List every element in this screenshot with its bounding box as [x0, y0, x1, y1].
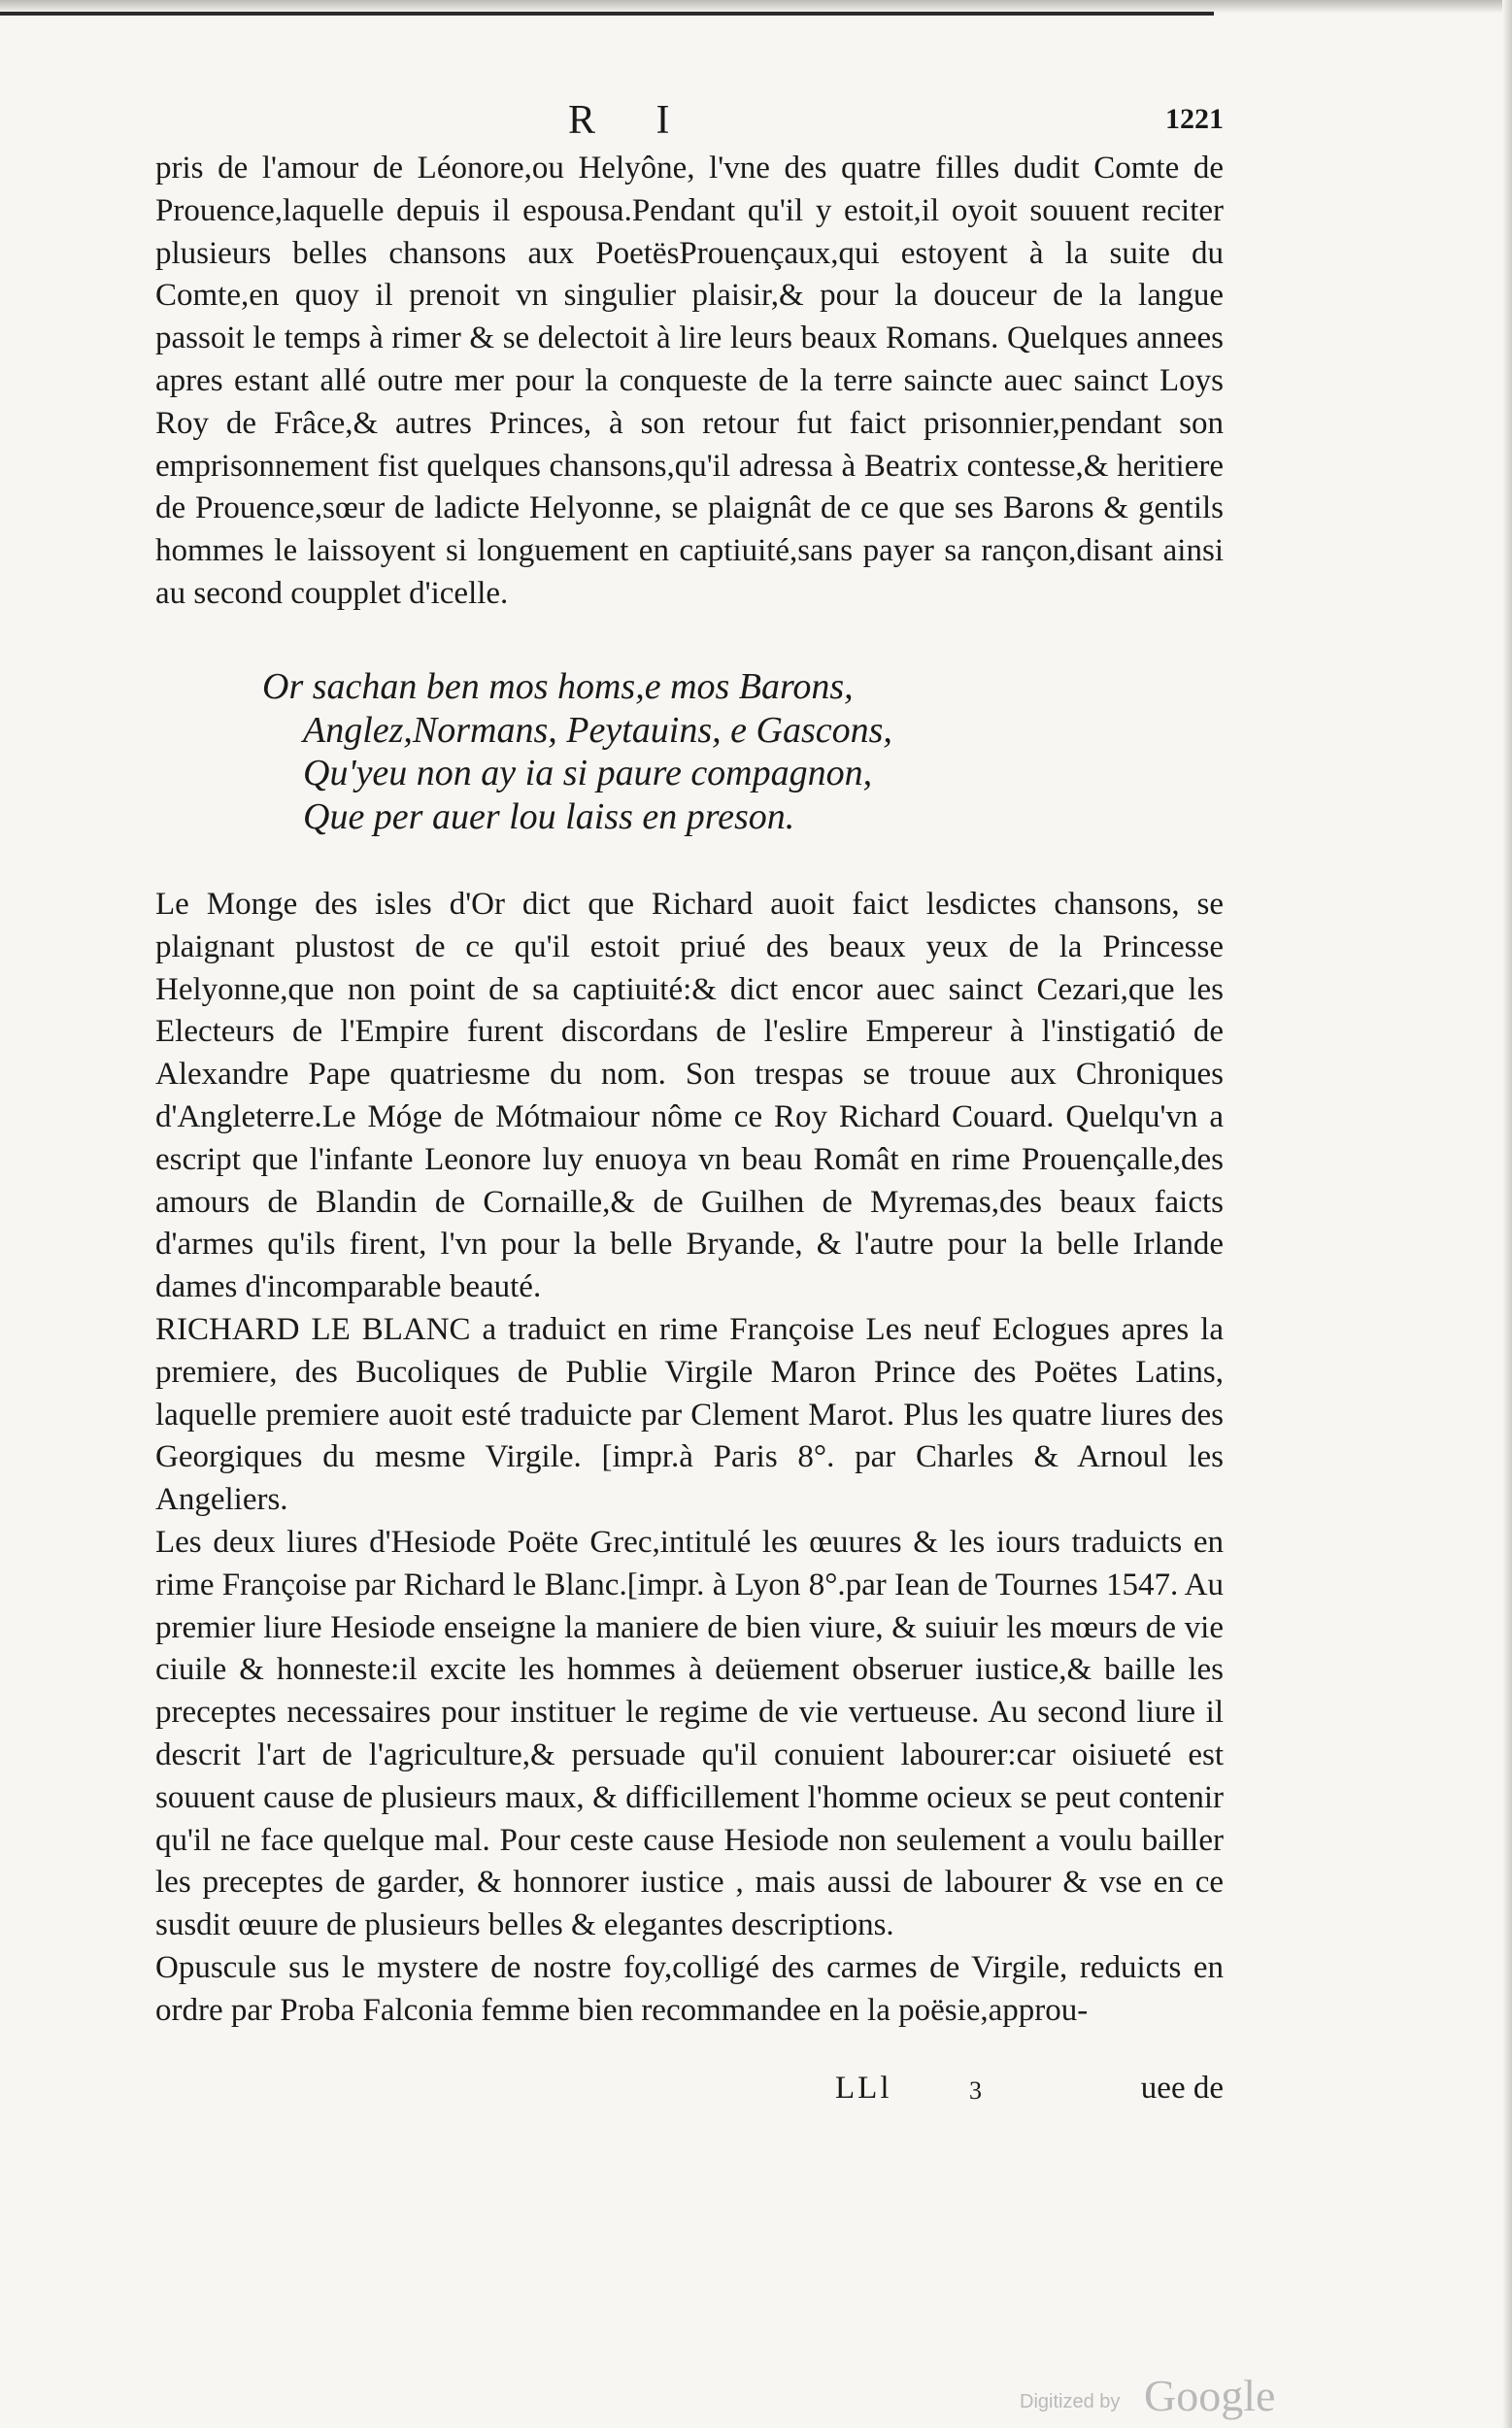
page-right-edge: [1502, 0, 1512, 2428]
folio-number: 1221: [1165, 103, 1224, 135]
paragraph-opuscule: Opuscule sus le mystere de nostre foy,colligé des carmes de Virgile, reduicts en ordre par Proba Falconia femme bien recommandee en la poësie,approu-: [155, 1949, 1224, 2028]
signature-number: 3: [969, 2076, 982, 2105]
signature-mark: LLl: [835, 2071, 892, 2106]
verse-line: Or sachan ben mos homs,e mos Barons,: [262, 666, 854, 707]
verse-line: Que per auer lou laiss en preson.: [303, 795, 795, 837]
page-footer: [835, 2071, 1224, 2119]
verse-line: Qu'yeu non ay ia si paure compagnon,: [303, 753, 873, 793]
page-header: [155, 97, 1224, 146]
verse-line: Anglez,Normans, Peytauins, e Gascons,: [303, 709, 892, 751]
paragraph-monge-des-isles: Le Monge des isles d'Or dict que Richard auoit faict lesdictes chansons, se plaignant plustost de ce qu'il estoit priué des beaux yeux de la Princesse Helyonne,que non point de sa captiuité:& dict encor auec sainct Cezari,que les Electeurs de l'Empire furent discordans de l'eslire Empereur à l'instigatió de Alexandre Pape quatriesme du nom. Son trespas se trouue aux Chroniques d'Angleterre.Le Móge de Mótmaiour nôme ce Roy Richard Couard. Quelqu'vn a escript que l'infante Leonore luy enuoya vn beau Romât en rime Prouençalle,des amours de Blandin de Cornaille,& de Guilhen de Myremas,des beaux faicts d'armes qu'ils firent, l'vn pour la belle Bryande, & l'autre pour la belle Irlande dames d'incomparable beauté.: [155, 887, 1224, 1305]
paragraph-hesiode: Les deux liures d'Hesiode Poëte Grec,intitulé les œuures & les iours traduicts en rime Françoise par Richard le Blanc.[impr. à Lyon 8°.par Iean de Tournes 1547. Au premier liure Hesiode enseigne la maniere de bien viure, & suiuir les mœurs de vie ciuile & honneste:il excite les hommes à deüement obseruer iustice,& baille les preceptes necessaires pour instituer le regime de vie vertueuse. Au second liure il descrit l'art de l'agriculture,& persuade qu'il conuient labourer:car oisiueté est souuent cause de plusieurs maux, & difficillement l'homme ocieux se peut contenir qu'il ne face quelque mal. Pour ceste cause Hesiode non seulement a voulu bailler les preceptes de garder, & honnorer iustice , mais aussi de labourer & vse en ce susdit œuure de plusieurs belles & elegantes descriptions.: [155, 1524, 1224, 1943]
running-head: R I: [568, 98, 695, 143]
digitized-by-label: Digitized by: [1020, 2391, 1121, 2412]
paragraph-richard-le-blanc: RICHARD LE BLANC a traduict en rime Françoise Les neuf Eclogues apres la premiere, des Bucoliques de Publie Virgile Maron Prince des Poëtes Latins, laquelle premiere auoit esté traduicte par Clement Marot. Plus les quatre liures des Georgiques du mesme Virgile. [impr.à Paris 8°. par Charles & Arnoul les Angeliers.: [155, 1311, 1224, 1518]
catchword: uee de: [1140, 2071, 1224, 2106]
google-logo: Google: [1144, 2371, 1276, 2420]
verse-quotation: [262, 665, 1136, 838]
top-rule: [0, 12, 1214, 16]
digitized-watermark: [1020, 2370, 1340, 2428]
paragraph-richard-coeur-de-lion: pris de l'amour de Léonore,ou Helyône, l'vne des quatre filles dudit Comte de Prouence,laquelle depuis il espousa.Pendant qu'il y estoit,il oyoit souuent reciter plusieurs belles chansons aux PoetësProuençaux,qui estoyent à la suite du Comte,en quoy il prenoit vn singulier plaisir,& pour la douceur de la langue passoit le temps à rimer & se delectoit à lire leurs beaux Romans. Quelques annees apres estant allé outre mer pour la conqueste de la terre saincte auec sainct Loys Roy de Frâce,& autres Princes, à son retour fut faict prisonnier,pendant son emprisonnement fist quelques chansons,qu'il adressa à Beatrix contesse,& heritiere de Prouence,sœur de ladicte Helyonne, se plaignât de ce que ses Barons & gentils hommes le laissoyent si longuement en captiuité,sans payer sa rançon,disant ainsi au second coupplet d'icelle.: [155, 151, 1224, 611]
lower-text-block: [155, 884, 1224, 2033]
